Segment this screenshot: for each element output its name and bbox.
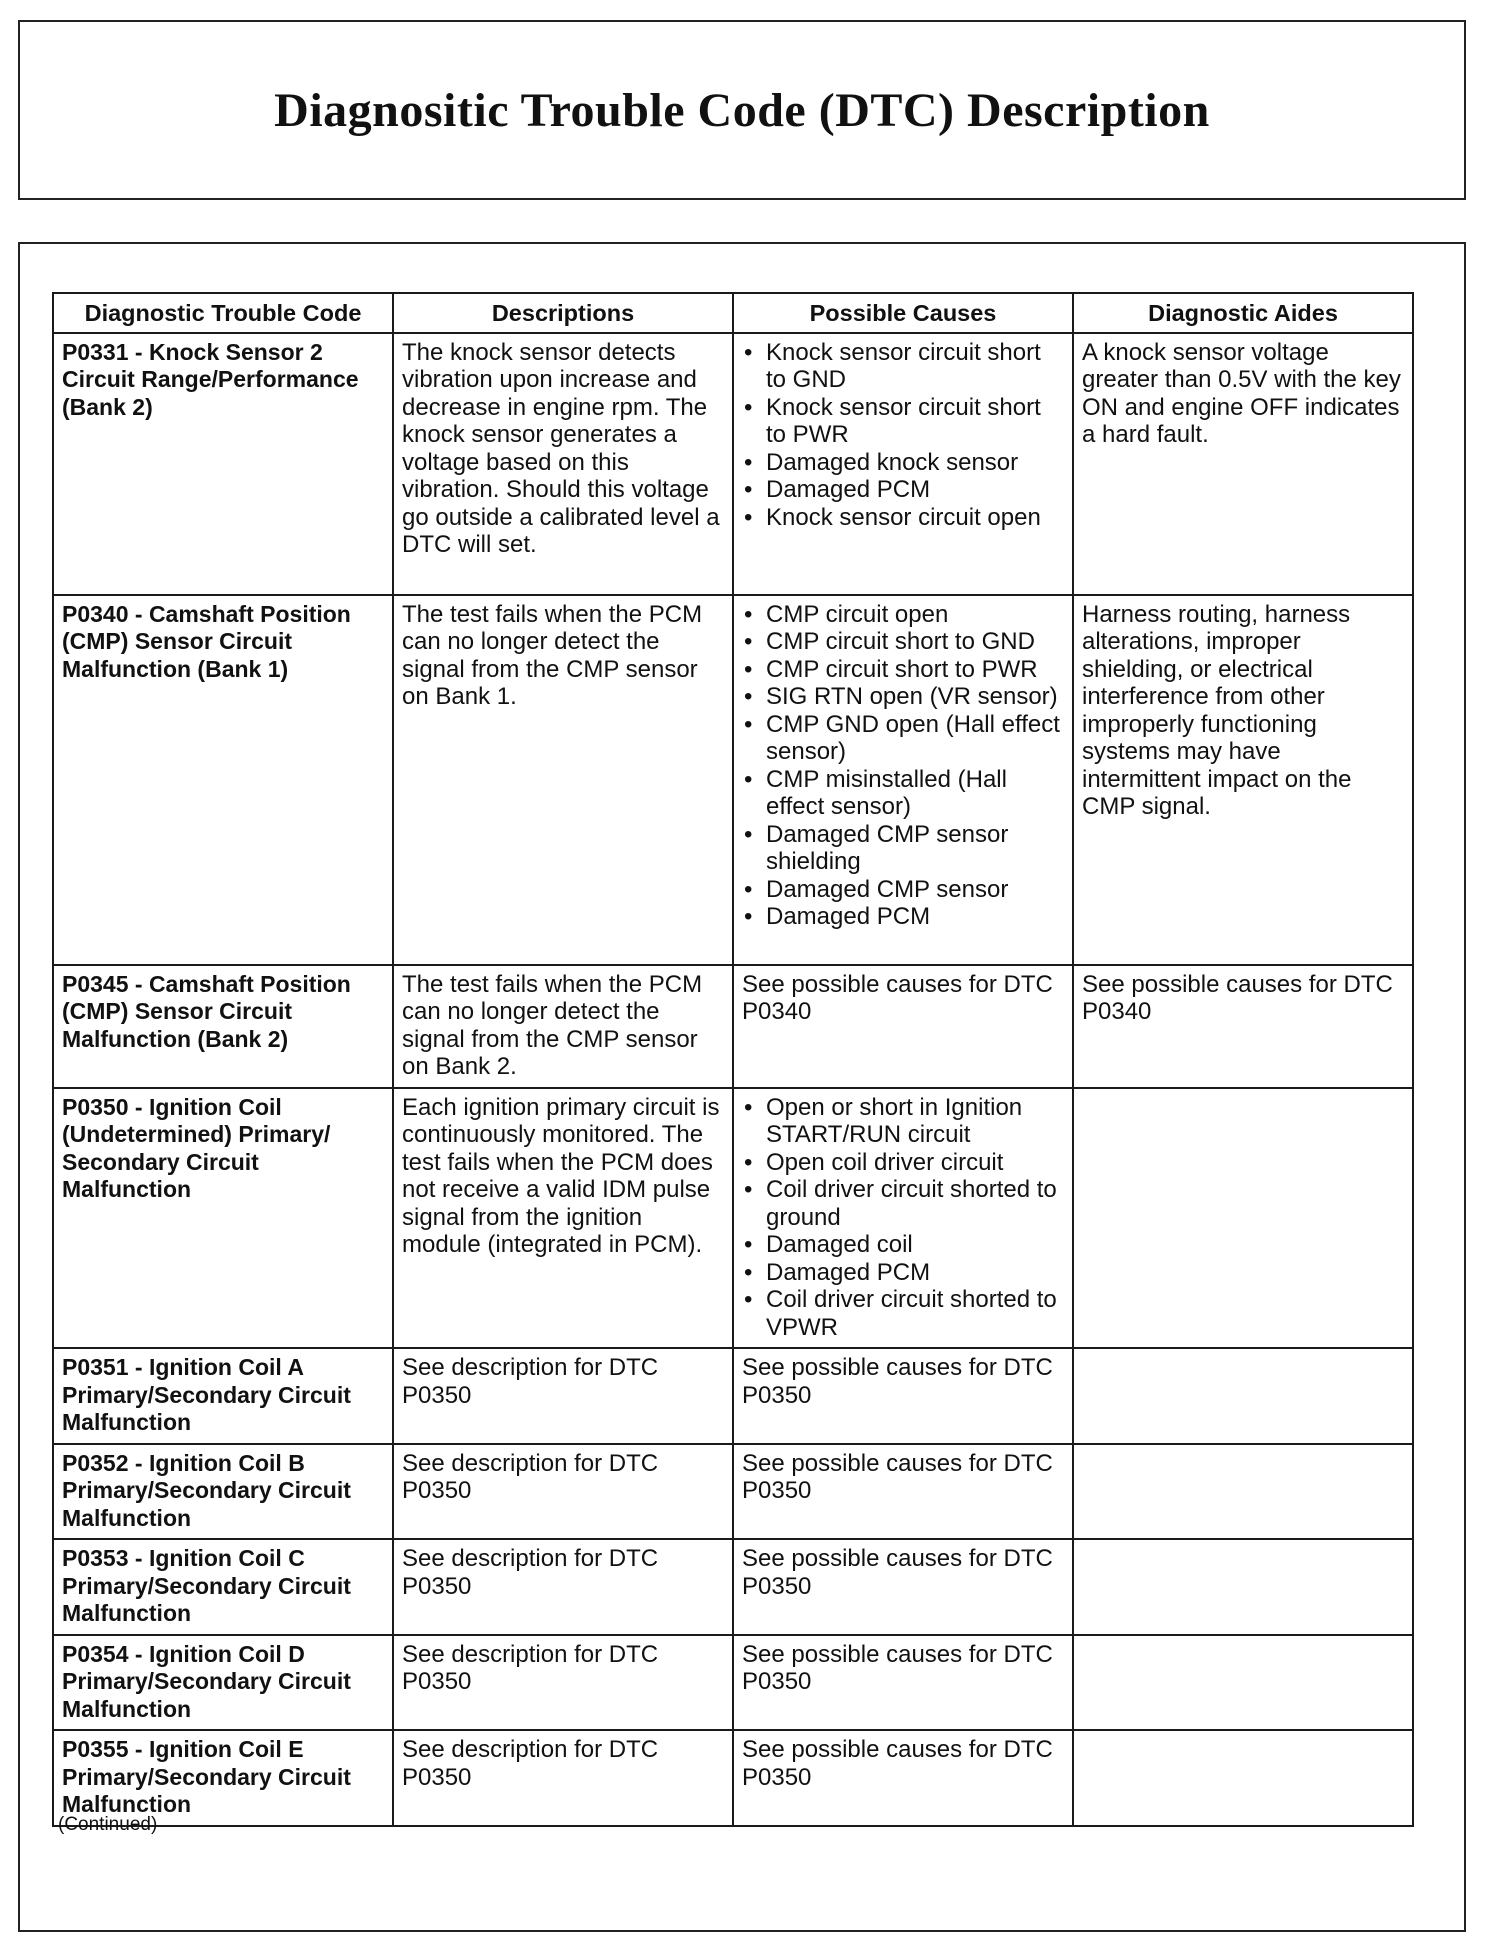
cell-dtc-code: P0345 - Camshaft Position (CMP) Sensor Circuit Malfunction (Bank 2) xyxy=(53,965,393,1088)
cell-dtc-code: P0340 - Camshaft Position (CMP) Sensor Circuit Malfunction (Bank 1) xyxy=(53,595,393,965)
cause-item: • Damaged PCM xyxy=(742,903,1064,931)
cause-item: • SIG RTN open (VR sensor) xyxy=(742,683,1064,711)
cause-item: • Damaged PCM xyxy=(742,1259,1064,1287)
cell-possible-causes: See possible causes for DTC P0340 xyxy=(733,965,1073,1088)
cause-item: • CMP GND open (Hall effect sensor) xyxy=(742,711,1064,766)
cause-item: • CMP misinstalled (Hall effect sensor) xyxy=(742,766,1064,821)
table-row xyxy=(53,1348,1413,1444)
cause-item: • Damaged CMP sensor xyxy=(742,876,1064,904)
cell-possible-causes xyxy=(733,1088,1073,1349)
cause-item: • Open or short in Ignition START/RUN circuit xyxy=(742,1094,1064,1149)
cell-possible-causes: See possible causes for DTC P0350 xyxy=(733,1348,1073,1444)
cause-item: • CMP circuit open xyxy=(742,601,1064,629)
cell-diagnostic-aides xyxy=(1073,1444,1413,1540)
cell-diagnostic-aides: Harness routing, harness alterations, improper shielding, or electrical interference from other improperly functioning systems may have intermittent impact on the CMP signal. xyxy=(1073,595,1413,965)
causes-list xyxy=(742,601,1064,931)
table-row xyxy=(53,1444,1413,1540)
cell-possible-causes: See possible causes for DTC P0350 xyxy=(733,1539,1073,1635)
cell-possible-causes xyxy=(733,595,1073,965)
cell-dtc-code: P0355 - Ignition Coil E Primary/Secondary Circuit Malfunction xyxy=(53,1730,393,1826)
table-row xyxy=(53,1088,1413,1349)
table-body xyxy=(53,333,1413,1826)
cell-possible-causes: See possible causes for DTC P0350 xyxy=(733,1444,1073,1540)
table-row xyxy=(53,965,1413,1088)
cause-item: • Damaged CMP sensor shielding xyxy=(742,821,1064,876)
cell-description: See description for DTC P0350 xyxy=(393,1348,733,1444)
cell-possible-causes: See possible causes for DTC P0350 xyxy=(733,1635,1073,1731)
causes-list xyxy=(742,339,1064,532)
cause-item: • Damaged PCM xyxy=(742,476,1064,504)
cell-possible-causes: See possible causes for DTC P0350 xyxy=(733,1730,1073,1826)
table-frame xyxy=(18,242,1466,1932)
table-row xyxy=(53,1635,1413,1731)
header-diagnostic-aides: Diagnostic Aides xyxy=(1073,293,1413,333)
table-header-row xyxy=(53,293,1413,333)
cause-item: • Damaged coil xyxy=(742,1231,1064,1259)
cell-description: See description for DTC P0350 xyxy=(393,1539,733,1635)
table-row xyxy=(53,1730,1413,1826)
cell-dtc-code: P0351 - Ignition Coil A Primary/Secondary Circuit Malfunction xyxy=(53,1348,393,1444)
cell-diagnostic-aides xyxy=(1073,1539,1413,1635)
cell-diagnostic-aides: See possible causes for DTC P0340 xyxy=(1073,965,1413,1088)
page-title: Diagnositic Trouble Code (DTC) Description xyxy=(274,83,1210,137)
cause-item: • Knock sensor circuit short to GND xyxy=(742,339,1064,394)
cell-description: See description for DTC P0350 xyxy=(393,1730,733,1826)
header-possible-causes: Possible Causes xyxy=(733,293,1073,333)
cell-description: The test fails when the PCM can no longer detect the signal from the CMP sensor on Bank 1. xyxy=(393,595,733,965)
table-row xyxy=(53,595,1413,965)
cause-item: • Damaged knock sensor xyxy=(742,449,1064,477)
cell-diagnostic-aides xyxy=(1073,1088,1413,1349)
cause-item: • Knock sensor circuit short to PWR xyxy=(742,394,1064,449)
cell-dtc-code: P0350 - Ignition Coil (Undetermined) Primary/ Secondary Circuit Malfunction xyxy=(53,1088,393,1349)
title-box xyxy=(18,20,1466,200)
cause-item: • Open coil driver circuit xyxy=(742,1149,1064,1177)
cell-diagnostic-aides xyxy=(1073,1348,1413,1444)
cause-item: • Coil driver circuit shorted to ground xyxy=(742,1176,1064,1231)
dtc-table xyxy=(52,292,1414,1827)
cell-description: The knock sensor detects vibration upon increase and decrease in engine rpm. The knock sensor generates a voltage based on this vibration. Should this voltage go outside a calibrated level a DTC will set. xyxy=(393,333,733,595)
cell-dtc-code: P0354 - Ignition Coil D Primary/Secondary Circuit Malfunction xyxy=(53,1635,393,1731)
continued-note: (Continued) xyxy=(58,1814,158,1835)
cause-item: • CMP circuit short to PWR xyxy=(742,656,1064,684)
cause-item: • Knock sensor circuit open xyxy=(742,504,1064,532)
cell-possible-causes xyxy=(733,333,1073,595)
cell-description: See description for DTC P0350 xyxy=(393,1444,733,1540)
table-row xyxy=(53,333,1413,595)
cell-description: Each ignition primary circuit is continuously monitored. The test fails when the PCM does not receive a valid IDM pulse signal from the ignition module (integrated in PCM). xyxy=(393,1088,733,1349)
cell-dtc-code: P0352 - Ignition Coil B Primary/Secondary Circuit Malfunction xyxy=(53,1444,393,1540)
header-dtc: Diagnostic Trouble Code xyxy=(53,293,393,333)
table-row xyxy=(53,1539,1413,1635)
cell-dtc-code: P0331 - Knock Sensor 2 Circuit Range/Performance (Bank 2) xyxy=(53,333,393,595)
cause-item: • CMP circuit short to GND xyxy=(742,628,1064,656)
causes-list xyxy=(742,1094,1064,1342)
cell-diagnostic-aides: A knock sensor voltage greater than 0.5V with the key ON and engine OFF indicates a hard fault. xyxy=(1073,333,1413,595)
cause-item: • Coil driver circuit shorted to VPWR xyxy=(742,1286,1064,1341)
cell-dtc-code: P0353 - Ignition Coil C Primary/Secondary Circuit Malfunction xyxy=(53,1539,393,1635)
cell-diagnostic-aides xyxy=(1073,1635,1413,1731)
header-descriptions: Descriptions xyxy=(393,293,733,333)
cell-description: The test fails when the PCM can no longer detect the signal from the CMP sensor on Bank 2. xyxy=(393,965,733,1088)
cell-description: See description for DTC P0350 xyxy=(393,1635,733,1731)
cell-diagnostic-aides xyxy=(1073,1730,1413,1826)
